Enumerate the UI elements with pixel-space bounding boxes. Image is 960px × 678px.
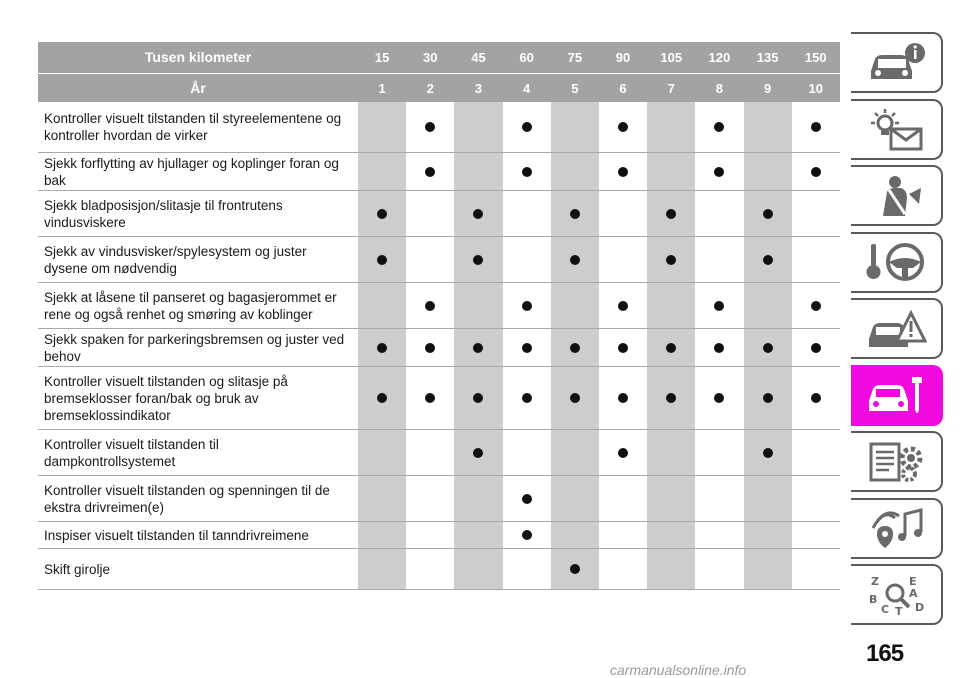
check-dot [522,530,532,540]
schedule-cell [792,283,840,328]
schedule-cell [599,283,647,328]
schedule-cell [406,329,454,366]
check-dot [522,122,532,132]
schedule-cell [695,476,743,521]
schedule-cell [406,476,454,521]
schedule-cell [358,549,406,589]
schedule-cell [358,329,406,366]
schedule-cell [744,153,792,190]
tab-technical-data[interactable] [851,431,943,492]
header-year-row [38,74,840,102]
schedule-cell [599,522,647,548]
table-row [38,102,840,153]
schedule-cell [551,102,599,152]
check-dot [666,393,676,403]
schedule-cell [454,549,502,589]
check-dot [618,448,628,458]
table-row [38,476,840,522]
km-cell: 135 [756,50,779,65]
km-cell: 30 [423,50,438,65]
table-row [38,283,840,329]
schedule-cell [744,430,792,475]
check-dot [377,209,387,219]
check-dot [377,393,387,403]
schedule-cell [744,191,792,236]
alphabetical-index-icon [865,573,927,617]
schedule-cell [358,153,406,190]
schedule-cell [454,237,502,282]
km-cell: 60 [519,50,534,65]
check-dot [473,209,483,219]
km-cell: 105 [660,50,683,65]
year-cell: 3 [474,80,483,96]
schedule-cell [695,237,743,282]
key-steering-wheel-icon [865,240,927,284]
schedule-cell [792,237,840,282]
year-cell: 5 [571,80,579,96]
schedule-cell [551,237,599,282]
schedule-cell [599,153,647,190]
check-dot [425,343,435,353]
table-row [38,191,840,237]
schedule-cell [503,237,551,282]
check-dot [570,393,580,403]
header-km-label: Tusen kilometer [144,49,252,65]
schedule-cell [406,522,454,548]
check-dot [714,301,724,311]
schedule-cell [454,191,502,236]
year-cell: 1 [378,80,386,96]
tab-warning-lights[interactable] [851,99,943,160]
car-wrench-icon [865,373,927,417]
row-label: Kontroller visuelt tilstanden til dampkontrollsystemet [44,436,219,469]
schedule-cell [551,283,599,328]
schedule-cell [406,549,454,589]
check-dot [811,393,821,403]
schedule-cell [647,522,695,548]
schedule-cell [454,476,502,521]
schedule-cell [551,430,599,475]
schedule-cell [695,549,743,589]
check-dot [666,255,676,265]
table-body [38,102,840,590]
schedule-cell [406,283,454,328]
year-cell: 6 [619,80,627,96]
schedule-cell [599,549,647,589]
schedule-cell [695,191,743,236]
check-dot [618,167,628,177]
check-dot [763,209,773,219]
row-label: Kontroller visuelt tilstanden til styreelementene og kontroller hvordan de virker [44,111,342,143]
schedule-cell [599,329,647,366]
table-row [38,153,840,191]
schedule-cell [647,549,695,589]
svg-text:Z: Z [871,574,879,588]
check-dot [618,343,628,353]
watermark: carmanualsonline.info [610,662,747,678]
schedule-cell [695,329,743,366]
chapter-tabs-sidebar [851,32,943,631]
svg-text:E: E [909,574,917,588]
tab-starting-driving[interactable] [851,232,943,293]
schedule-cell [551,522,599,548]
row-label: Sjekk av vindusvisker/spylesystem og juster dysene om nødvendig [44,243,307,276]
schedule-cell [551,549,599,589]
schedule-cell [792,430,840,475]
car-info-icon [865,41,927,85]
tab-emergency[interactable] [851,298,943,359]
schedule-cell [599,430,647,475]
schedule-cell [503,430,551,475]
check-dot [618,393,628,403]
check-dot [473,255,483,265]
tab-index[interactable] [851,564,943,625]
schedule-cell [551,191,599,236]
header-km-row [38,42,840,74]
car-emergency-icon [865,307,927,351]
schedule-cell [599,367,647,429]
schedule-cell [744,102,792,152]
schedule-cell [503,476,551,521]
svg-text:A: A [909,586,918,600]
schedule-cell [454,283,502,328]
schedule-cell [647,237,695,282]
check-dot [811,343,821,353]
schedule-cell [454,102,502,152]
schedule-cell [358,476,406,521]
check-dot [763,393,773,403]
row-label: Kontroller visuelt tilstanden og spenningen til de ekstra drivreimen(e) [44,482,330,515]
check-dot [811,122,821,132]
table-row [38,367,840,430]
check-dot [618,301,628,311]
year-cell: 10 [808,80,824,96]
table-row [38,549,840,590]
table-row [38,430,840,476]
schedule-cell [695,367,743,429]
check-dot [425,122,435,132]
schedule-cell [454,367,502,429]
schedule-cell [695,522,743,548]
schedule-cell [792,102,840,152]
schedule-cell [744,367,792,429]
schedule-cell [647,102,695,152]
year-cell: 2 [426,80,434,96]
schedule-cell [358,367,406,429]
schedule-cell [647,153,695,190]
km-cell: 90 [615,50,631,65]
check-dot [714,167,724,177]
schedule-cell [551,329,599,366]
tab-car-info[interactable] [851,32,943,93]
schedule-cell [744,329,792,366]
check-dot [522,167,532,177]
schedule-cell [358,237,406,282]
schedule-cell [744,522,792,548]
schedule-cell [744,283,792,328]
check-dot [666,343,676,353]
check-dot [811,301,821,311]
schedule-cell [406,430,454,475]
schedule-cell [695,153,743,190]
schedule-cell [551,153,599,190]
page-number: 165 [866,640,904,667]
schedule-cell [406,102,454,152]
check-dot [522,494,532,504]
schedule-cell [358,522,406,548]
check-dot [811,167,821,177]
maintenance-schedule-table [38,42,840,590]
schedule-cell [599,237,647,282]
schedule-cell [599,476,647,521]
row-label: Sjekk at låsene til panseret og bagasjerommet er rene og også renhet og smøring av koblinger [44,289,337,322]
check-dot [425,167,435,177]
schedule-cell [358,283,406,328]
schedule-cell [792,522,840,548]
schedule-cell [744,237,792,282]
schedule-cell [695,283,743,328]
schedule-cell [599,191,647,236]
schedule-cell [358,430,406,475]
table-row [38,329,840,367]
schedule-cell [792,367,840,429]
table-row [38,522,840,549]
check-dot [522,343,532,353]
km-cell: 75 [567,50,583,65]
schedule-cell [599,102,647,152]
tab-maintenance[interactable] [851,365,943,426]
schedule-cell [647,329,695,366]
check-dot [425,301,435,311]
year-cell: 4 [523,80,531,96]
schedule-cell [695,102,743,152]
km-cell: 150 [804,50,827,65]
check-dot [714,343,724,353]
check-dot [377,343,387,353]
schedule-cell [792,191,840,236]
schedule-cell [503,283,551,328]
header-year-label: År [190,79,206,96]
year-cell: 7 [667,80,675,96]
check-dot [570,343,580,353]
schedule-cell [695,430,743,475]
schedule-cell [454,153,502,190]
check-dot [618,122,628,132]
check-dot [763,255,773,265]
row-label: Skift girolje [44,561,111,577]
schedule-cell [792,329,840,366]
check-dot [425,393,435,403]
schedule-cell [647,430,695,475]
check-dot [473,343,483,353]
schedule-cell [792,476,840,521]
schedule-cell [503,329,551,366]
schedule-cell [744,476,792,521]
year-cell: 9 [763,80,772,96]
schedule-cell [406,191,454,236]
schedule-cell [454,522,502,548]
schedule-cell [503,102,551,152]
schedule-cell [503,549,551,589]
check-dot [666,209,676,219]
schedule-cell [454,329,502,366]
schedule-cell [454,430,502,475]
check-dot [473,448,483,458]
row-label: Sjekk bladposisjon/slitasje til frontrutens vindusviskere [44,197,283,230]
table-row [38,237,840,283]
row-label: Sjekk forflytting av hjullager og koplinger foran og bak [44,155,339,188]
check-dot [714,122,724,132]
check-dot [714,393,724,403]
schedule-cell [551,367,599,429]
row-label: Sjekk spaken for parkeringsbremsen og juster ved behov [44,331,345,364]
check-dot [377,255,387,265]
svg-text:C: C [881,602,890,616]
km-cell: 120 [708,50,731,65]
svg-text:B: B [869,592,878,606]
schedule-cell [647,191,695,236]
km-cell: 15 [374,50,390,65]
check-dot [763,343,773,353]
schedule-cell [406,237,454,282]
check-dot [570,209,580,219]
seatbelt-safety-icon [865,174,927,218]
svg-text:T: T [895,604,903,617]
year-cell: 8 [715,80,724,96]
schedule-cell [406,367,454,429]
row-label: Kontroller visuelt tilstanden og slitasje på bremseklosser foran/bak og bruk av bremseklossindikator [44,373,288,423]
specs-gears-icon [865,440,927,484]
warning-lights-message-icon [865,107,927,151]
row-label: Inspiser visuelt tilstanden til tanndrivreimene [44,527,309,543]
svg-text:D: D [915,600,925,614]
schedule-cell [358,102,406,152]
schedule-cell [647,476,695,521]
schedule-cell [792,153,840,190]
tab-safety[interactable] [851,165,943,226]
schedule-cell [647,283,695,328]
schedule-cell [406,153,454,190]
check-dot [763,448,773,458]
check-dot [522,301,532,311]
schedule-cell [744,549,792,589]
check-dot [473,393,483,403]
schedule-cell [551,476,599,521]
multimedia-music-icon [865,506,927,550]
check-dot [570,564,580,574]
schedule-cell [503,191,551,236]
schedule-cell [503,153,551,190]
schedule-cell [503,367,551,429]
check-dot [570,255,580,265]
check-dot [522,393,532,403]
schedule-cell [358,191,406,236]
schedule-cell [647,367,695,429]
schedule-cell [792,549,840,589]
tab-multimedia[interactable] [851,498,943,559]
km-cell: 45 [471,50,486,65]
schedule-cell [503,522,551,548]
